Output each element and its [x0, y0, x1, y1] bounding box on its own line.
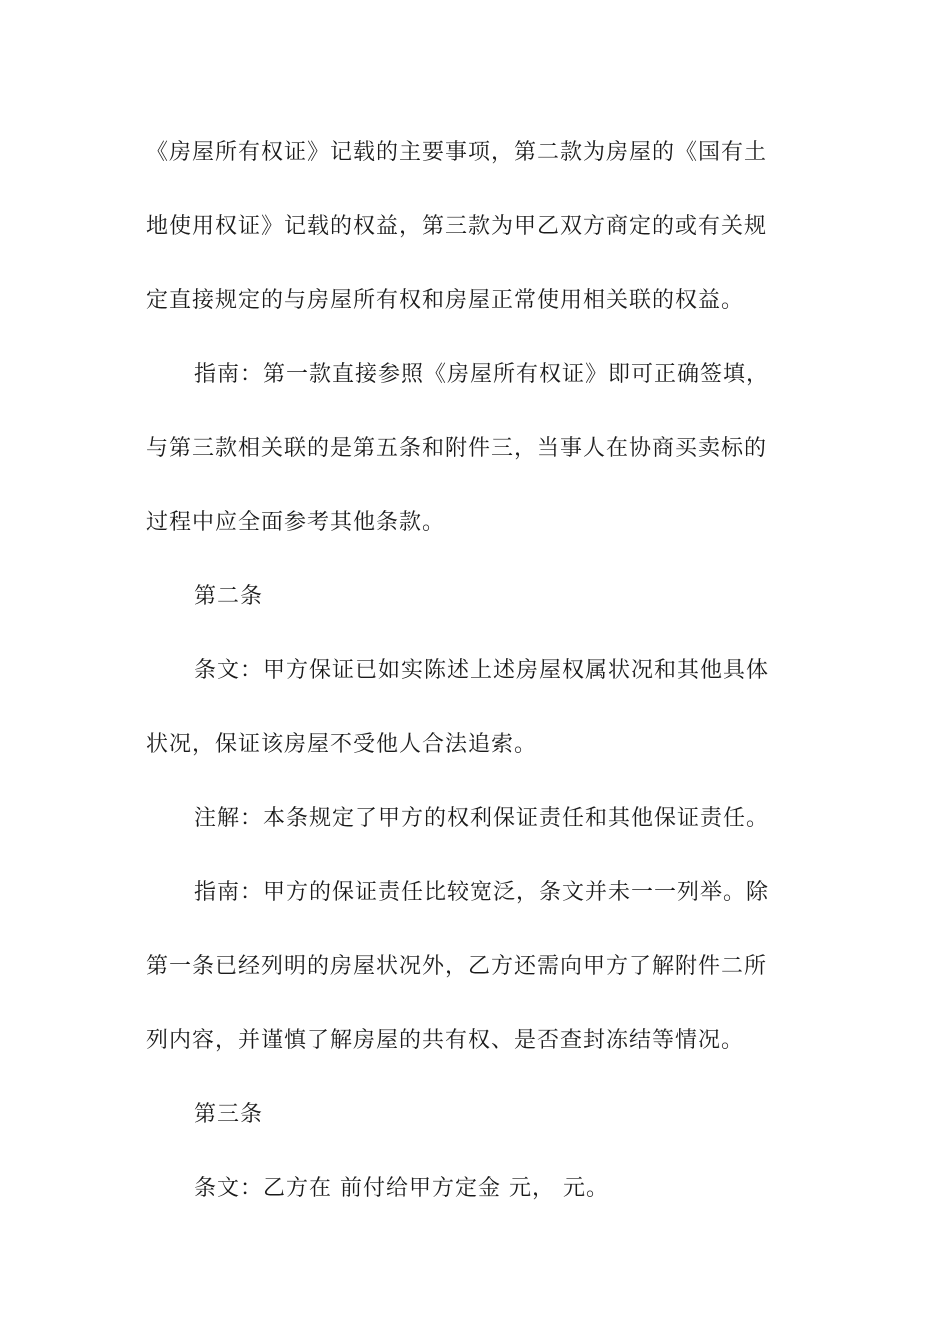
section-heading: 第二条 — [194, 584, 264, 609]
text-line: 与第三款相关联的是第五条和附件三，当事人在协商买卖标的 — [146, 436, 768, 461]
paragraph-first-line: 指南：第一款直接参照《房屋所有权证》即可正确签填， — [194, 362, 770, 387]
paragraph-first-line: 指南：甲方的保证责任比较宽泛，条文并未一一列举。除 — [194, 880, 770, 905]
text-line: 地使用权证》记载的权益，第三款为甲乙双方商定的或有关规 — [146, 214, 768, 239]
section-heading: 第三条 — [194, 1102, 264, 1127]
text-line: 《房屋所有权证》记载的主要事项，第二款为房屋的《国有土 — [146, 140, 768, 165]
text-line: 第一条已经列明的房屋状况外，乙方还需向甲方了解附件二所 — [146, 954, 768, 979]
paragraph-first-line: 注解：本条规定了甲方的权利保证责任和其他保证责任。 — [194, 806, 770, 831]
text-line: 状况，保证该房屋不受他人合法追索。 — [146, 732, 538, 757]
paragraph-first-line: 条文：甲方保证已如实陈述上述房屋权属状况和其他具体 — [194, 658, 770, 683]
text-line: 过程中应全面参考其他条款。 — [146, 510, 446, 535]
text-line: 列内容，并谨慎了解房屋的共有权、是否查封冻结等情况。 — [146, 1028, 745, 1053]
document-body — [146, 131, 811, 1241]
paragraph-first-line: 条文：乙方在 前付给甲方定金 元， 元。 — [194, 1176, 609, 1201]
text-line: 定直接规定的与房屋所有权和房屋正常使用相关联的权益。 — [146, 288, 745, 313]
